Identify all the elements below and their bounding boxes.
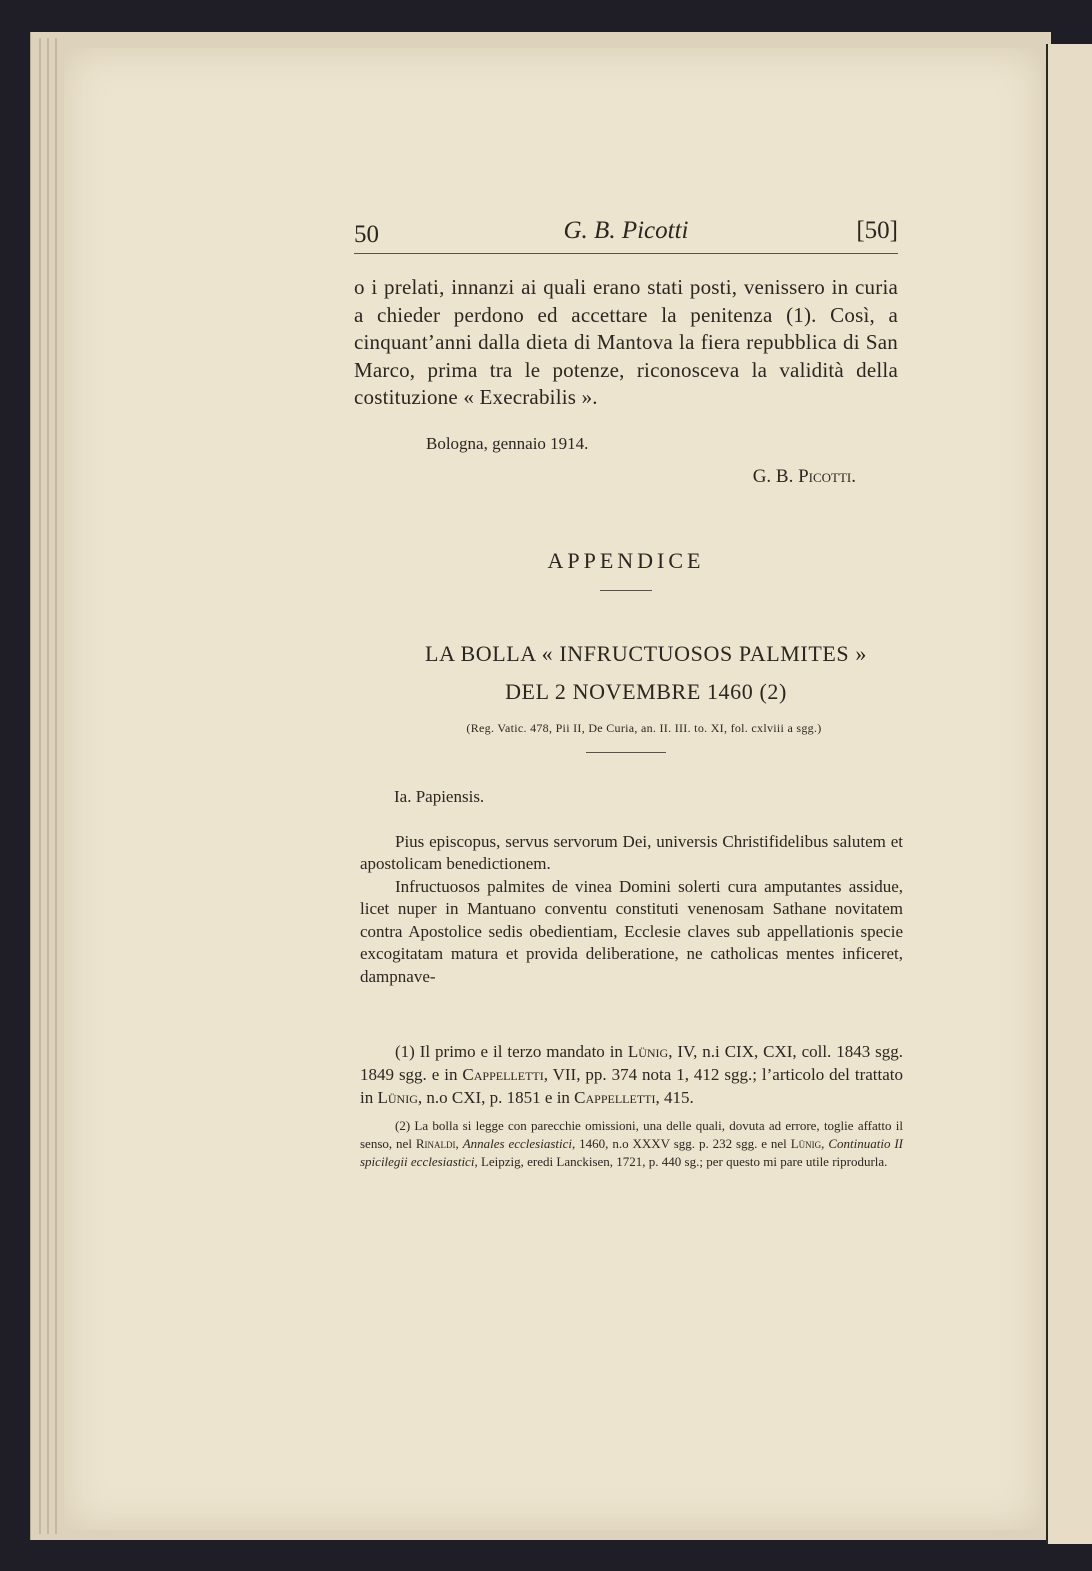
bull-title-line1: LA BOLLA « INFRUCTUOSOS PALMITES » [425,640,867,666]
bull-text [360,831,903,989]
footnote-1-text [360,1040,903,1109]
bracket-page-number: [50] [856,217,898,244]
footnote-text: , [455,1136,463,1151]
footnote-2-text [360,1117,903,1171]
cited-author: Cappelletti [574,1088,656,1107]
footnote-text: (2) La bolla si legge con parecchie omissioni, una delle quali, dovuta ad errore, toglie affatto il senso, nel [360,1118,903,1151]
footnote-2 [360,1117,903,1171]
place-date: Bologna, gennaio 1914. [426,433,589,453]
footnote-text: , IV, n.i CIX, CXI, coll. 1843 sgg. 1849 sgg. e in [360,1042,903,1084]
cited-author: Rinaldi [415,1136,456,1151]
cited-author: Lünig [377,1088,418,1107]
footnote-text: , Leipzig, eredi Lanckisen, 1721, p. 440 sg.; per questo mi pare utile riprodurla. [474,1154,888,1169]
body-paragraph: o i prelati, innanzi ai quali erano stati posti, venissero in curia a chieder perdono ed accettare la penitenza (1). Così, a cinquant’anni dalla dieta di Mantova la fiera repubblica di San Marco, prima tra le potenze, riconosceva la validità della costituzione « Execrabilis ». [354,275,898,409]
cited-author: Cappelletti [462,1065,544,1084]
cited-author: Lünig [627,1042,669,1061]
cited-author: Lünig [790,1136,822,1151]
bull-title-line2: DEL 2 NOVEMBRE 1460 (2) [505,678,787,704]
running-head-author: G. B. Picotti [563,217,689,244]
footnote-text: , 415. [655,1088,694,1107]
page-edge [39,38,41,1534]
footnote-1 [360,1040,903,1109]
bull-title [354,635,898,711]
adjacent-page-edge [1046,44,1092,1544]
page-content [354,213,904,1171]
cited-work: Continuatio II spicilegii ecclesiastici [360,1136,904,1169]
body-text [354,274,898,412]
divider [586,752,666,753]
letter-paragraph: Pius episcopus, servus servorum Dei, universis Christifidelibus salutem et apostolicam benedictionem. [360,831,903,873]
page-number: 50 [354,221,379,248]
book-page [64,48,1042,1530]
footnote-text: , n.o CXI, p. 1851 e in [417,1088,575,1107]
footnote-text: , 1460, n.o XXXV sgg. p. 232 sgg. e nel [572,1136,791,1151]
cited-work: Annales ecclesiastici [462,1136,573,1151]
page-edge [55,38,57,1534]
divider [600,590,652,591]
letter-paragraph: Infructuosos palmites de vinea Domini solerti cura amputantes assidue, licet nuper in Mantuano conventu constituti venenosam Sathane novitatem contra Apostolice sedis obedientiam, Ecclesie claves sub appellationis specie excogitatam matura et provida deliberatione, ne catholicas mentes inficeret, dampnave- [360,876,903,986]
footnote-text: , VII, pp. 374 nota 1, 412 sgg.; l’articolo del trattato in [360,1065,903,1107]
page-edge [47,38,49,1534]
footnote-text: , [821,1136,829,1151]
addressee: Ia. Papiensis. [394,786,485,806]
footnote-text: (1) Il primo e il terzo mandato in [395,1042,628,1061]
appendix-title: APPENDICE [547,547,705,573]
source-reference: (Reg. Vatic. 478, Pii II, De Curia, an. II. III. to. XI, fol. cxlviii a sgg.) [466,720,822,735]
running-head [354,213,898,254]
author-signature: G. B. Picotti. [752,465,856,487]
